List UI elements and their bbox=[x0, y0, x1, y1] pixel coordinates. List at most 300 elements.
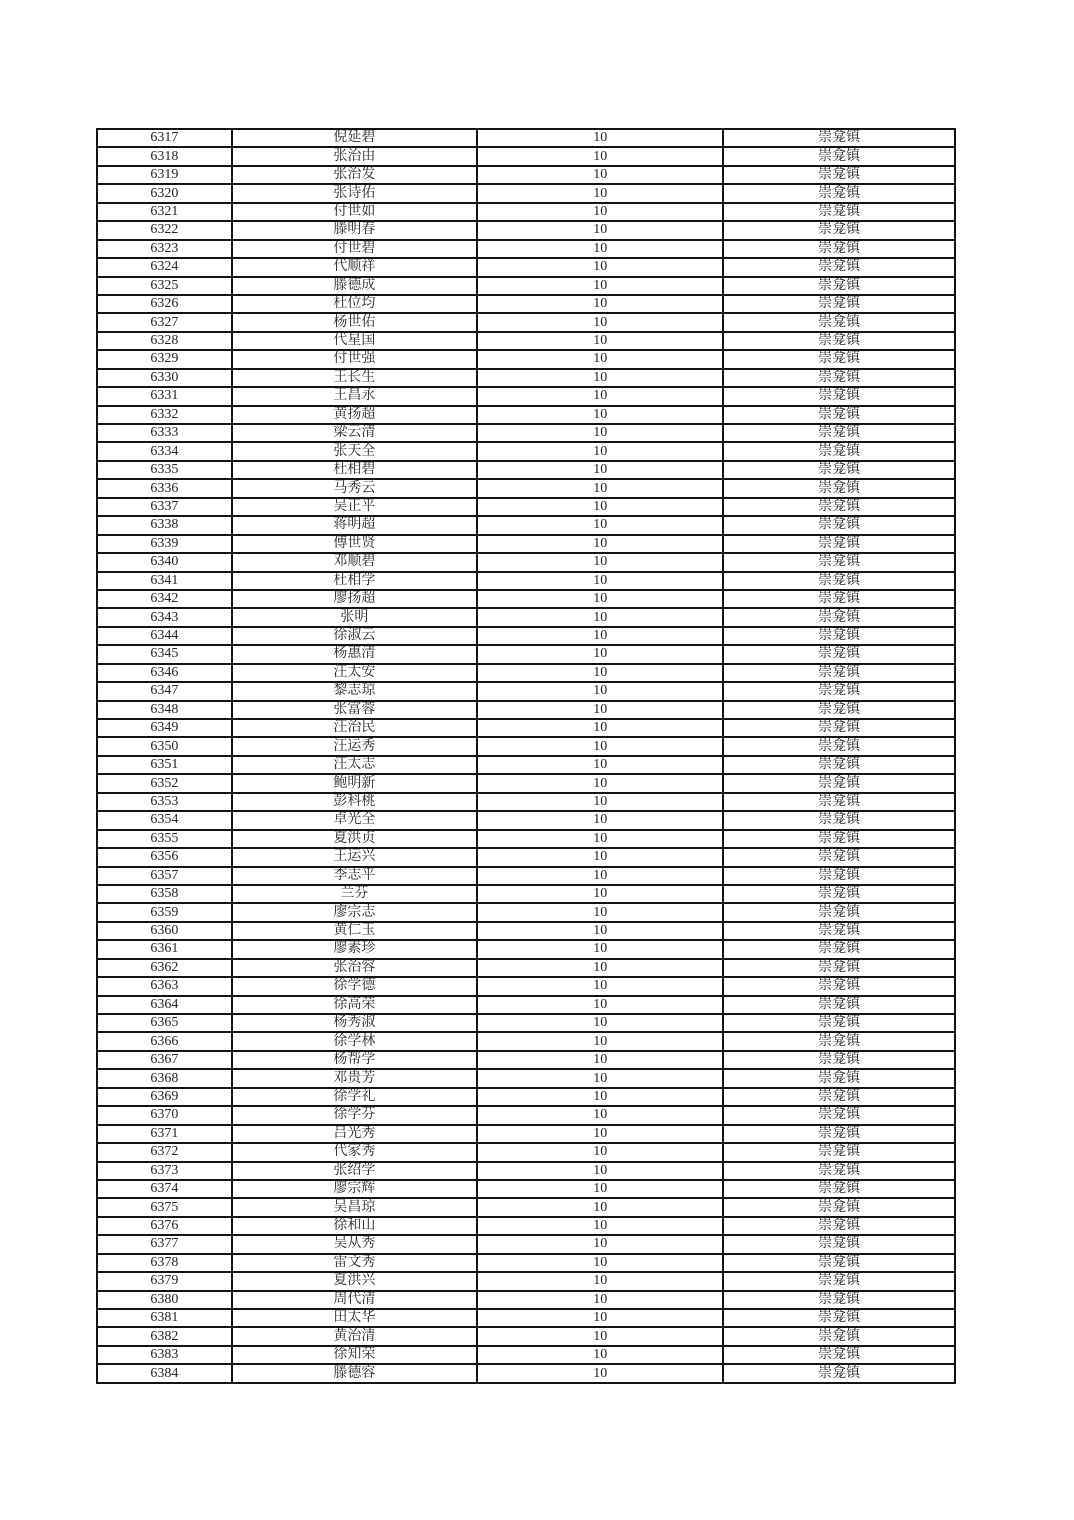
value-cell: 10 bbox=[477, 811, 723, 829]
town-cell: 崇龛镇 bbox=[723, 1162, 955, 1180]
table-row bbox=[97, 572, 955, 590]
town-cell: 崇龛镇 bbox=[723, 737, 955, 755]
name-cell: 杜相学 bbox=[232, 572, 477, 590]
town-cell: 崇龛镇 bbox=[723, 940, 955, 958]
table-row bbox=[97, 682, 955, 700]
table-row bbox=[97, 313, 955, 331]
id-cell: 6346 bbox=[97, 664, 232, 682]
table-row bbox=[97, 498, 955, 516]
table-row bbox=[97, 1106, 955, 1124]
town-cell: 崇龛镇 bbox=[723, 240, 955, 258]
town-cell: 崇龛镇 bbox=[723, 830, 955, 848]
name-cell: 杨惠清 bbox=[232, 645, 477, 663]
town-cell: 崇龛镇 bbox=[723, 848, 955, 866]
value-cell: 10 bbox=[477, 332, 723, 350]
value-cell: 10 bbox=[477, 1217, 723, 1235]
town-cell: 崇龛镇 bbox=[723, 867, 955, 885]
town-cell: 崇龛镇 bbox=[723, 590, 955, 608]
table-row bbox=[97, 903, 955, 921]
id-cell: 6362 bbox=[97, 959, 232, 977]
name-cell: 黄仁玉 bbox=[232, 922, 477, 940]
table-row bbox=[97, 811, 955, 829]
table-row bbox=[97, 737, 955, 755]
name-cell: 李志平 bbox=[232, 867, 477, 885]
value-cell: 10 bbox=[477, 1272, 723, 1290]
value-cell: 10 bbox=[477, 313, 723, 331]
town-cell: 崇龛镇 bbox=[723, 166, 955, 184]
name-cell: 徐学林 bbox=[232, 1032, 477, 1050]
id-cell: 6375 bbox=[97, 1198, 232, 1216]
value-cell: 10 bbox=[477, 756, 723, 774]
name-cell: 汪太安 bbox=[232, 664, 477, 682]
value-cell: 10 bbox=[477, 1014, 723, 1032]
id-cell: 6378 bbox=[97, 1254, 232, 1272]
name-cell: 汪太志 bbox=[232, 756, 477, 774]
value-cell: 10 bbox=[477, 1327, 723, 1345]
id-cell: 6339 bbox=[97, 535, 232, 553]
name-cell: 吴正平 bbox=[232, 498, 477, 516]
name-cell: 滕明春 bbox=[232, 221, 477, 239]
value-cell: 10 bbox=[477, 1162, 723, 1180]
value-cell: 10 bbox=[477, 129, 723, 147]
value-cell: 10 bbox=[477, 1143, 723, 1161]
id-cell: 6366 bbox=[97, 1032, 232, 1050]
table-row bbox=[97, 516, 955, 534]
value-cell: 10 bbox=[477, 516, 723, 534]
id-cell: 6355 bbox=[97, 830, 232, 848]
name-cell: 倪延碧 bbox=[232, 129, 477, 147]
town-cell: 崇龛镇 bbox=[723, 277, 955, 295]
name-cell: 田太华 bbox=[232, 1309, 477, 1327]
value-cell: 10 bbox=[477, 369, 723, 387]
id-cell: 6330 bbox=[97, 369, 232, 387]
table-row bbox=[97, 1032, 955, 1050]
id-cell: 6347 bbox=[97, 682, 232, 700]
name-cell: 杨帮学 bbox=[232, 1051, 477, 1069]
value-cell: 10 bbox=[477, 1235, 723, 1253]
value-cell: 10 bbox=[477, 184, 723, 202]
value-cell: 10 bbox=[477, 1291, 723, 1309]
id-cell: 6341 bbox=[97, 572, 232, 590]
name-cell: 汪治民 bbox=[232, 719, 477, 737]
id-cell: 6345 bbox=[97, 645, 232, 663]
table-row bbox=[97, 848, 955, 866]
table-row bbox=[97, 221, 955, 239]
town-cell: 崇龛镇 bbox=[723, 627, 955, 645]
table-row bbox=[97, 1327, 955, 1345]
value-cell: 10 bbox=[477, 701, 723, 719]
value-cell: 10 bbox=[477, 645, 723, 663]
town-cell: 崇龛镇 bbox=[723, 129, 955, 147]
table-row bbox=[97, 996, 955, 1014]
table-row bbox=[97, 258, 955, 276]
id-cell: 6325 bbox=[97, 277, 232, 295]
town-cell: 崇龛镇 bbox=[723, 332, 955, 350]
value-cell: 10 bbox=[477, 627, 723, 645]
name-cell: 徐高荣 bbox=[232, 996, 477, 1014]
name-cell: 张诗佑 bbox=[232, 184, 477, 202]
value-cell: 10 bbox=[477, 535, 723, 553]
name-cell: 雷文秀 bbox=[232, 1254, 477, 1272]
name-cell: 徐淑云 bbox=[232, 627, 477, 645]
value-cell: 10 bbox=[477, 1254, 723, 1272]
table-row bbox=[97, 608, 955, 626]
value-cell: 10 bbox=[477, 1198, 723, 1216]
value-cell: 10 bbox=[477, 147, 723, 165]
value-cell: 10 bbox=[477, 664, 723, 682]
value-cell: 10 bbox=[477, 424, 723, 442]
name-cell: 周代清 bbox=[232, 1291, 477, 1309]
table-row bbox=[97, 1364, 955, 1383]
name-cell: 杨世佑 bbox=[232, 313, 477, 331]
id-cell: 6342 bbox=[97, 590, 232, 608]
value-cell: 10 bbox=[477, 867, 723, 885]
town-cell: 崇龛镇 bbox=[723, 664, 955, 682]
id-cell: 6317 bbox=[97, 129, 232, 147]
table-row bbox=[97, 664, 955, 682]
name-cell: 彭科桃 bbox=[232, 793, 477, 811]
table-row bbox=[97, 940, 955, 958]
name-cell: 王长生 bbox=[232, 369, 477, 387]
name-cell: 马秀云 bbox=[232, 479, 477, 497]
name-cell: 吕光秀 bbox=[232, 1125, 477, 1143]
name-cell: 付世如 bbox=[232, 203, 477, 221]
town-cell: 崇龛镇 bbox=[723, 793, 955, 811]
table-row bbox=[97, 1198, 955, 1216]
id-cell: 6319 bbox=[97, 166, 232, 184]
table-row bbox=[97, 645, 955, 663]
id-cell: 6329 bbox=[97, 350, 232, 368]
town-cell: 崇龛镇 bbox=[723, 977, 955, 995]
id-cell: 6336 bbox=[97, 479, 232, 497]
id-cell: 6358 bbox=[97, 885, 232, 903]
table-row bbox=[97, 885, 955, 903]
value-cell: 10 bbox=[477, 793, 723, 811]
records-table bbox=[96, 128, 956, 1384]
value-cell: 10 bbox=[477, 977, 723, 995]
table-row bbox=[97, 535, 955, 553]
id-cell: 6381 bbox=[97, 1309, 232, 1327]
id-cell: 6363 bbox=[97, 977, 232, 995]
value-cell: 10 bbox=[477, 295, 723, 313]
value-cell: 10 bbox=[477, 221, 723, 239]
id-cell: 6359 bbox=[97, 903, 232, 921]
id-cell: 6322 bbox=[97, 221, 232, 239]
id-cell: 6321 bbox=[97, 203, 232, 221]
id-cell: 6333 bbox=[97, 424, 232, 442]
name-cell: 徐和山 bbox=[232, 1217, 477, 1235]
value-cell: 10 bbox=[477, 1346, 723, 1364]
id-cell: 6350 bbox=[97, 737, 232, 755]
town-cell: 崇龛镇 bbox=[723, 1069, 955, 1087]
town-cell: 崇龛镇 bbox=[723, 1032, 955, 1050]
name-cell: 卓光全 bbox=[232, 811, 477, 829]
town-cell: 崇龛镇 bbox=[723, 1364, 955, 1383]
name-cell: 梁云清 bbox=[232, 424, 477, 442]
table-row bbox=[97, 387, 955, 405]
name-cell: 王运兴 bbox=[232, 848, 477, 866]
table-row bbox=[97, 240, 955, 258]
name-cell: 张富蓉 bbox=[232, 701, 477, 719]
name-cell: 傅世贤 bbox=[232, 535, 477, 553]
table-row bbox=[97, 627, 955, 645]
value-cell: 10 bbox=[477, 461, 723, 479]
id-cell: 6320 bbox=[97, 184, 232, 202]
id-cell: 6338 bbox=[97, 516, 232, 534]
id-cell: 6376 bbox=[97, 1217, 232, 1235]
town-cell: 崇龛镇 bbox=[723, 719, 955, 737]
name-cell: 汪运秀 bbox=[232, 737, 477, 755]
table-row bbox=[97, 1217, 955, 1235]
value-cell: 10 bbox=[477, 1032, 723, 1050]
town-cell: 崇龛镇 bbox=[723, 442, 955, 460]
name-cell: 廖扬超 bbox=[232, 590, 477, 608]
table-row bbox=[97, 203, 955, 221]
table-row bbox=[97, 756, 955, 774]
value-cell: 10 bbox=[477, 258, 723, 276]
value-cell: 10 bbox=[477, 903, 723, 921]
name-cell: 黎志琼 bbox=[232, 682, 477, 700]
table-row bbox=[97, 1143, 955, 1161]
table-row bbox=[97, 1069, 955, 1087]
town-cell: 崇龛镇 bbox=[723, 313, 955, 331]
table-row bbox=[97, 184, 955, 202]
value-cell: 10 bbox=[477, 1069, 723, 1087]
name-cell: 杜相碧 bbox=[232, 461, 477, 479]
name-cell: 付世碧 bbox=[232, 240, 477, 258]
id-cell: 6351 bbox=[97, 756, 232, 774]
id-cell: 6324 bbox=[97, 258, 232, 276]
id-cell: 6372 bbox=[97, 1143, 232, 1161]
id-cell: 6318 bbox=[97, 147, 232, 165]
table-row bbox=[97, 1088, 955, 1106]
name-cell: 付世强 bbox=[232, 350, 477, 368]
name-cell: 黄治清 bbox=[232, 1327, 477, 1345]
value-cell: 10 bbox=[477, 479, 723, 497]
value-cell: 10 bbox=[477, 277, 723, 295]
name-cell: 兰芬 bbox=[232, 885, 477, 903]
town-cell: 崇龛镇 bbox=[723, 1180, 955, 1198]
value-cell: 10 bbox=[477, 442, 723, 460]
value-cell: 10 bbox=[477, 922, 723, 940]
value-cell: 10 bbox=[477, 940, 723, 958]
town-cell: 崇龛镇 bbox=[723, 1346, 955, 1364]
table-row bbox=[97, 1291, 955, 1309]
id-cell: 6379 bbox=[97, 1272, 232, 1290]
id-cell: 6349 bbox=[97, 719, 232, 737]
id-cell: 6383 bbox=[97, 1346, 232, 1364]
name-cell: 邓顺碧 bbox=[232, 553, 477, 571]
name-cell: 夏洪贞 bbox=[232, 830, 477, 848]
id-cell: 6384 bbox=[97, 1364, 232, 1383]
town-cell: 崇龛镇 bbox=[723, 1143, 955, 1161]
table-row bbox=[97, 1309, 955, 1327]
table-row bbox=[97, 461, 955, 479]
town-cell: 崇龛镇 bbox=[723, 553, 955, 571]
table-row bbox=[97, 590, 955, 608]
town-cell: 崇龛镇 bbox=[723, 1254, 955, 1272]
table-row bbox=[97, 442, 955, 460]
name-cell: 廖宗志 bbox=[232, 903, 477, 921]
id-cell: 6360 bbox=[97, 922, 232, 940]
table-row bbox=[97, 1235, 955, 1253]
value-cell: 10 bbox=[477, 996, 723, 1014]
id-cell: 6332 bbox=[97, 406, 232, 424]
town-cell: 崇龛镇 bbox=[723, 1217, 955, 1235]
town-cell: 崇龛镇 bbox=[723, 774, 955, 792]
table-row bbox=[97, 332, 955, 350]
name-cell: 张天全 bbox=[232, 442, 477, 460]
id-cell: 6337 bbox=[97, 498, 232, 516]
value-cell: 10 bbox=[477, 885, 723, 903]
id-cell: 6380 bbox=[97, 1291, 232, 1309]
town-cell: 崇龛镇 bbox=[723, 903, 955, 921]
name-cell: 张绍学 bbox=[232, 1162, 477, 1180]
town-cell: 崇龛镇 bbox=[723, 258, 955, 276]
id-cell: 6340 bbox=[97, 553, 232, 571]
town-cell: 崇龛镇 bbox=[723, 1235, 955, 1253]
id-cell: 6334 bbox=[97, 442, 232, 460]
value-cell: 10 bbox=[477, 774, 723, 792]
table-row bbox=[97, 1346, 955, 1364]
name-cell: 邓贵芳 bbox=[232, 1069, 477, 1087]
town-cell: 崇龛镇 bbox=[723, 424, 955, 442]
town-cell: 崇龛镇 bbox=[723, 1309, 955, 1327]
town-cell: 崇龛镇 bbox=[723, 756, 955, 774]
table-row bbox=[97, 406, 955, 424]
town-cell: 崇龛镇 bbox=[723, 1291, 955, 1309]
value-cell: 10 bbox=[477, 737, 723, 755]
name-cell: 夏洪兴 bbox=[232, 1272, 477, 1290]
town-cell: 崇龛镇 bbox=[723, 608, 955, 626]
id-cell: 6357 bbox=[97, 867, 232, 885]
name-cell: 代星国 bbox=[232, 332, 477, 350]
table-row bbox=[97, 1125, 955, 1143]
table-row bbox=[97, 1254, 955, 1272]
value-cell: 10 bbox=[477, 572, 723, 590]
table-row bbox=[97, 479, 955, 497]
town-cell: 崇龛镇 bbox=[723, 645, 955, 663]
name-cell: 张治由 bbox=[232, 147, 477, 165]
town-cell: 崇龛镇 bbox=[723, 387, 955, 405]
id-cell: 6367 bbox=[97, 1051, 232, 1069]
value-cell: 10 bbox=[477, 406, 723, 424]
name-cell: 鲍明新 bbox=[232, 774, 477, 792]
town-cell: 崇龛镇 bbox=[723, 1327, 955, 1345]
table-row bbox=[97, 424, 955, 442]
value-cell: 10 bbox=[477, 608, 723, 626]
id-cell: 6371 bbox=[97, 1125, 232, 1143]
town-cell: 崇龛镇 bbox=[723, 406, 955, 424]
value-cell: 10 bbox=[477, 1088, 723, 1106]
town-cell: 崇龛镇 bbox=[723, 1051, 955, 1069]
id-cell: 6361 bbox=[97, 940, 232, 958]
id-cell: 6353 bbox=[97, 793, 232, 811]
town-cell: 崇龛镇 bbox=[723, 996, 955, 1014]
value-cell: 10 bbox=[477, 719, 723, 737]
town-cell: 崇龛镇 bbox=[723, 516, 955, 534]
id-cell: 6328 bbox=[97, 332, 232, 350]
town-cell: 崇龛镇 bbox=[723, 535, 955, 553]
name-cell: 张明 bbox=[232, 608, 477, 626]
value-cell: 10 bbox=[477, 553, 723, 571]
value-cell: 10 bbox=[477, 387, 723, 405]
id-cell: 6344 bbox=[97, 627, 232, 645]
town-cell: 崇龛镇 bbox=[723, 295, 955, 313]
name-cell: 徐学礼 bbox=[232, 1088, 477, 1106]
town-cell: 崇龛镇 bbox=[723, 350, 955, 368]
table-row bbox=[97, 553, 955, 571]
town-cell: 崇龛镇 bbox=[723, 184, 955, 202]
town-cell: 崇龛镇 bbox=[723, 959, 955, 977]
name-cell: 滕德容 bbox=[232, 1364, 477, 1383]
value-cell: 10 bbox=[477, 959, 723, 977]
value-cell: 10 bbox=[477, 682, 723, 700]
value-cell: 10 bbox=[477, 166, 723, 184]
id-cell: 6364 bbox=[97, 996, 232, 1014]
id-cell: 6373 bbox=[97, 1162, 232, 1180]
value-cell: 10 bbox=[477, 240, 723, 258]
table-row bbox=[97, 369, 955, 387]
town-cell: 崇龛镇 bbox=[723, 479, 955, 497]
name-cell: 代顺祥 bbox=[232, 258, 477, 276]
town-cell: 崇龛镇 bbox=[723, 701, 955, 719]
table-row bbox=[97, 922, 955, 940]
value-cell: 10 bbox=[477, 848, 723, 866]
name-cell: 张治发 bbox=[232, 166, 477, 184]
id-cell: 6365 bbox=[97, 1014, 232, 1032]
town-cell: 崇龛镇 bbox=[723, 1272, 955, 1290]
value-cell: 10 bbox=[477, 1364, 723, 1383]
name-cell: 吴从秀 bbox=[232, 1235, 477, 1253]
id-cell: 6382 bbox=[97, 1327, 232, 1345]
value-cell: 10 bbox=[477, 350, 723, 368]
id-cell: 6326 bbox=[97, 295, 232, 313]
id-cell: 6343 bbox=[97, 608, 232, 626]
table-row bbox=[97, 277, 955, 295]
id-cell: 6327 bbox=[97, 313, 232, 331]
town-cell: 崇龛镇 bbox=[723, 498, 955, 516]
name-cell: 廖宗辉 bbox=[232, 1180, 477, 1198]
town-cell: 崇龛镇 bbox=[723, 885, 955, 903]
id-cell: 6335 bbox=[97, 461, 232, 479]
name-cell: 杨秀淑 bbox=[232, 1014, 477, 1032]
name-cell: 徐学芬 bbox=[232, 1106, 477, 1124]
value-cell: 10 bbox=[477, 1051, 723, 1069]
town-cell: 崇龛镇 bbox=[723, 1088, 955, 1106]
name-cell: 张治容 bbox=[232, 959, 477, 977]
id-cell: 6356 bbox=[97, 848, 232, 866]
table-row bbox=[97, 350, 955, 368]
id-cell: 6352 bbox=[97, 774, 232, 792]
name-cell: 黄扬超 bbox=[232, 406, 477, 424]
table-row bbox=[97, 1051, 955, 1069]
name-cell: 代家秀 bbox=[232, 1143, 477, 1161]
value-cell: 10 bbox=[477, 203, 723, 221]
table-row bbox=[97, 977, 955, 995]
name-cell: 蒋明超 bbox=[232, 516, 477, 534]
name-cell: 王昌永 bbox=[232, 387, 477, 405]
name-cell: 徐知荣 bbox=[232, 1346, 477, 1364]
table-row bbox=[97, 147, 955, 165]
table-row bbox=[97, 959, 955, 977]
value-cell: 10 bbox=[477, 590, 723, 608]
table-row bbox=[97, 1014, 955, 1032]
id-cell: 6368 bbox=[97, 1069, 232, 1087]
value-cell: 10 bbox=[477, 1106, 723, 1124]
town-cell: 崇龛镇 bbox=[723, 572, 955, 590]
town-cell: 崇龛镇 bbox=[723, 203, 955, 221]
